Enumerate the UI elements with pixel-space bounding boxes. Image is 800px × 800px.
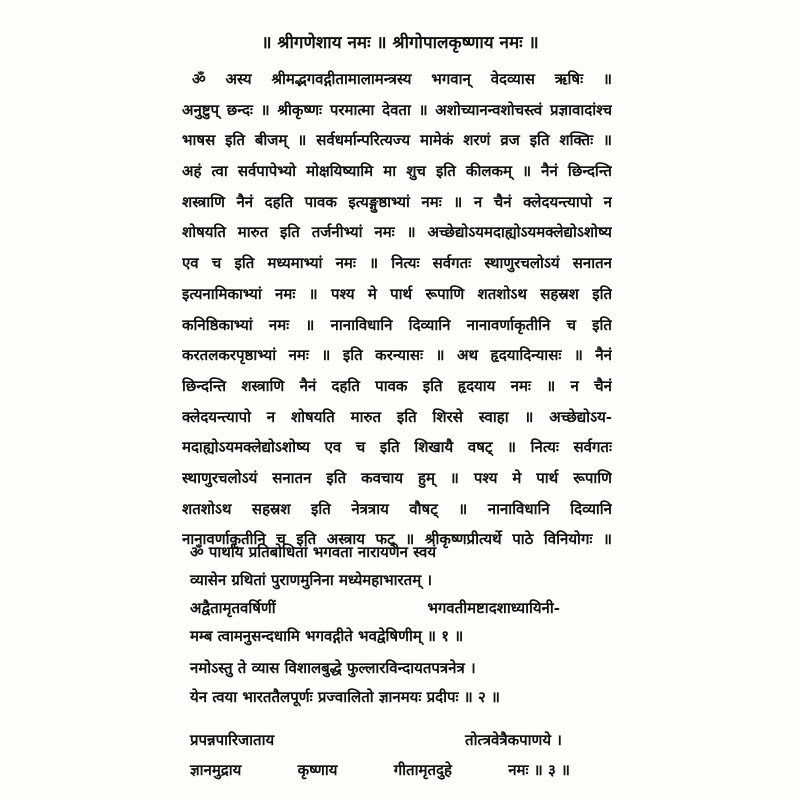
text-line: छिन्दन्ति शस्त्राणि नैनं दहति पावक इति हृदयाय नमः ॥ न चैनं xyxy=(182,376,612,395)
text-line: शतशोऽथ सहस्रश इति नेत्रत्राय वौषट् ॥ नानाविधानि दिव्यानि xyxy=(182,499,612,518)
verse-segment: तोत्त्रवेत्रैकपाणये । xyxy=(465,731,562,749)
text-line: अनुष्टुप् छन्दः ॥ श्रीकृष्णः परमात्मा देवता ॥ अशोच्यानन्वशोचस्त्वं प्रज्ञावादांश्च xyxy=(182,100,612,119)
verse-line: येन त्वया भारततैलपूर्णः प्रज्वालितो ज्ञानमयः प्रदीपः ॥ २ ॥ xyxy=(190,688,500,706)
verse-segment: गीतामृतदुहे xyxy=(393,761,452,779)
verse-segment: नमः ॥ ३ ॥ xyxy=(508,761,570,779)
text-line: स्थाणुरचलोऽयं सनातन इति कवचाय हुम् ॥ पश्य मे पार्थ रूपाणि xyxy=(182,468,612,487)
nyasa-paragraph xyxy=(182,64,612,555)
page-title: ॥ श्रीगणेशाय नमः ॥ श्रीगोपालकृष्णाय नमः ॥ xyxy=(261,33,539,53)
verse-segment: प्रपन्नपारिजाताय xyxy=(190,731,275,749)
text-line: भाषस इति बीजम् ॥ सर्वधर्मान्परित्यज्य मामेकं शरणं व्रज इति शक्तिः ॥ xyxy=(182,131,612,150)
verse-segment: कृष्णाय xyxy=(297,761,338,779)
text-line: ॐ अस्य श्रीमद्भगवद्गीतामालामन्त्रस्य भगवान् वेदव्यास ऋषिः ॥ xyxy=(192,70,612,88)
verse-segment: ज्ञानमुद्राय xyxy=(190,761,242,779)
text-line: शस्त्राणि नैनं दहति पावक इत्यङ्गुष्ठाभ्यां नमः ॥ न चैनं क्लेदयन्त्यापो न xyxy=(182,192,612,211)
text-line: एव च इति मध्यमाभ्यां नमः ॥ नित्यः सर्वगतः स्थाणुरचलोऽयं सनातन xyxy=(182,254,612,273)
verse-line: नमोऽस्तु ते व्यास विशालबुद्धे फुल्लारविन्दायतपत्रनेत्र । xyxy=(190,659,476,677)
text-line: नानावर्णाकृतीनि च इति अस्त्राय फट् ॥ श्रीकृष्णप्रीत्यर्थे पाठे विनियोगः ॥ xyxy=(182,530,612,549)
verse-line: व्यासेन ग्रथितां पुराणमुनिना मध्येमहाभारतम् । xyxy=(190,571,433,589)
verse-line: मम्ब त्वामनुसन्दधामि भगवद्गीते भवद्वेषिणीम् ॥ १ ॥ xyxy=(190,627,464,645)
verse-segment: अद्वैतामृतवर्षिणीं xyxy=(190,599,276,617)
verse-segment: भगवतीमष्टादशाध्यायिनी- xyxy=(427,599,560,617)
text-line: करतलकरपृष्ठाभ्यां नमः ॥ इति करन्यासः ॥ अथ हृदयादिन्यासः ॥ नैनं xyxy=(182,346,612,365)
text-line: कनिष्ठिकाभ्यां नमः ॥ नानाविधानि दिव्यानि नानावर्णाकृतीनि च इति xyxy=(182,315,612,334)
text-line: मदाह्योऽयमक्लेद्योऽशोष्य एव च इति शिखायै वषट् ॥ नित्यः सर्वगतः xyxy=(182,438,612,457)
text-line: इत्यनामिकाभ्यां नमः ॥ पश्य मे पार्थ रूपाणि शतशोऽथ सहस्रश इति xyxy=(182,284,612,303)
text-line: शोषयति मारुत इति तर्जनीभ्यां नमः ॥ अच्छेद्योऽयमदाह्योऽयमक्लेद्योऽशोष्य xyxy=(182,223,612,242)
verse-line xyxy=(190,756,570,784)
text-line: अहं त्वा सर्वपापेभ्यो मोक्षयिष्यामि मा शुच इति कीलकम् ॥ नैनं छिन्दन्ति xyxy=(182,162,612,181)
verse-line xyxy=(190,726,562,754)
verse-line xyxy=(190,594,560,622)
text-line: क्लेदयन्त्यापो न शोषयति मारुत इति शिरसे स्वाहा ॥ अच्छेद्योऽय- xyxy=(182,407,612,426)
verse-line: ॐ पार्थाय प्रतिबोधितां भगवता नारायणेन स्वयं xyxy=(190,543,437,561)
